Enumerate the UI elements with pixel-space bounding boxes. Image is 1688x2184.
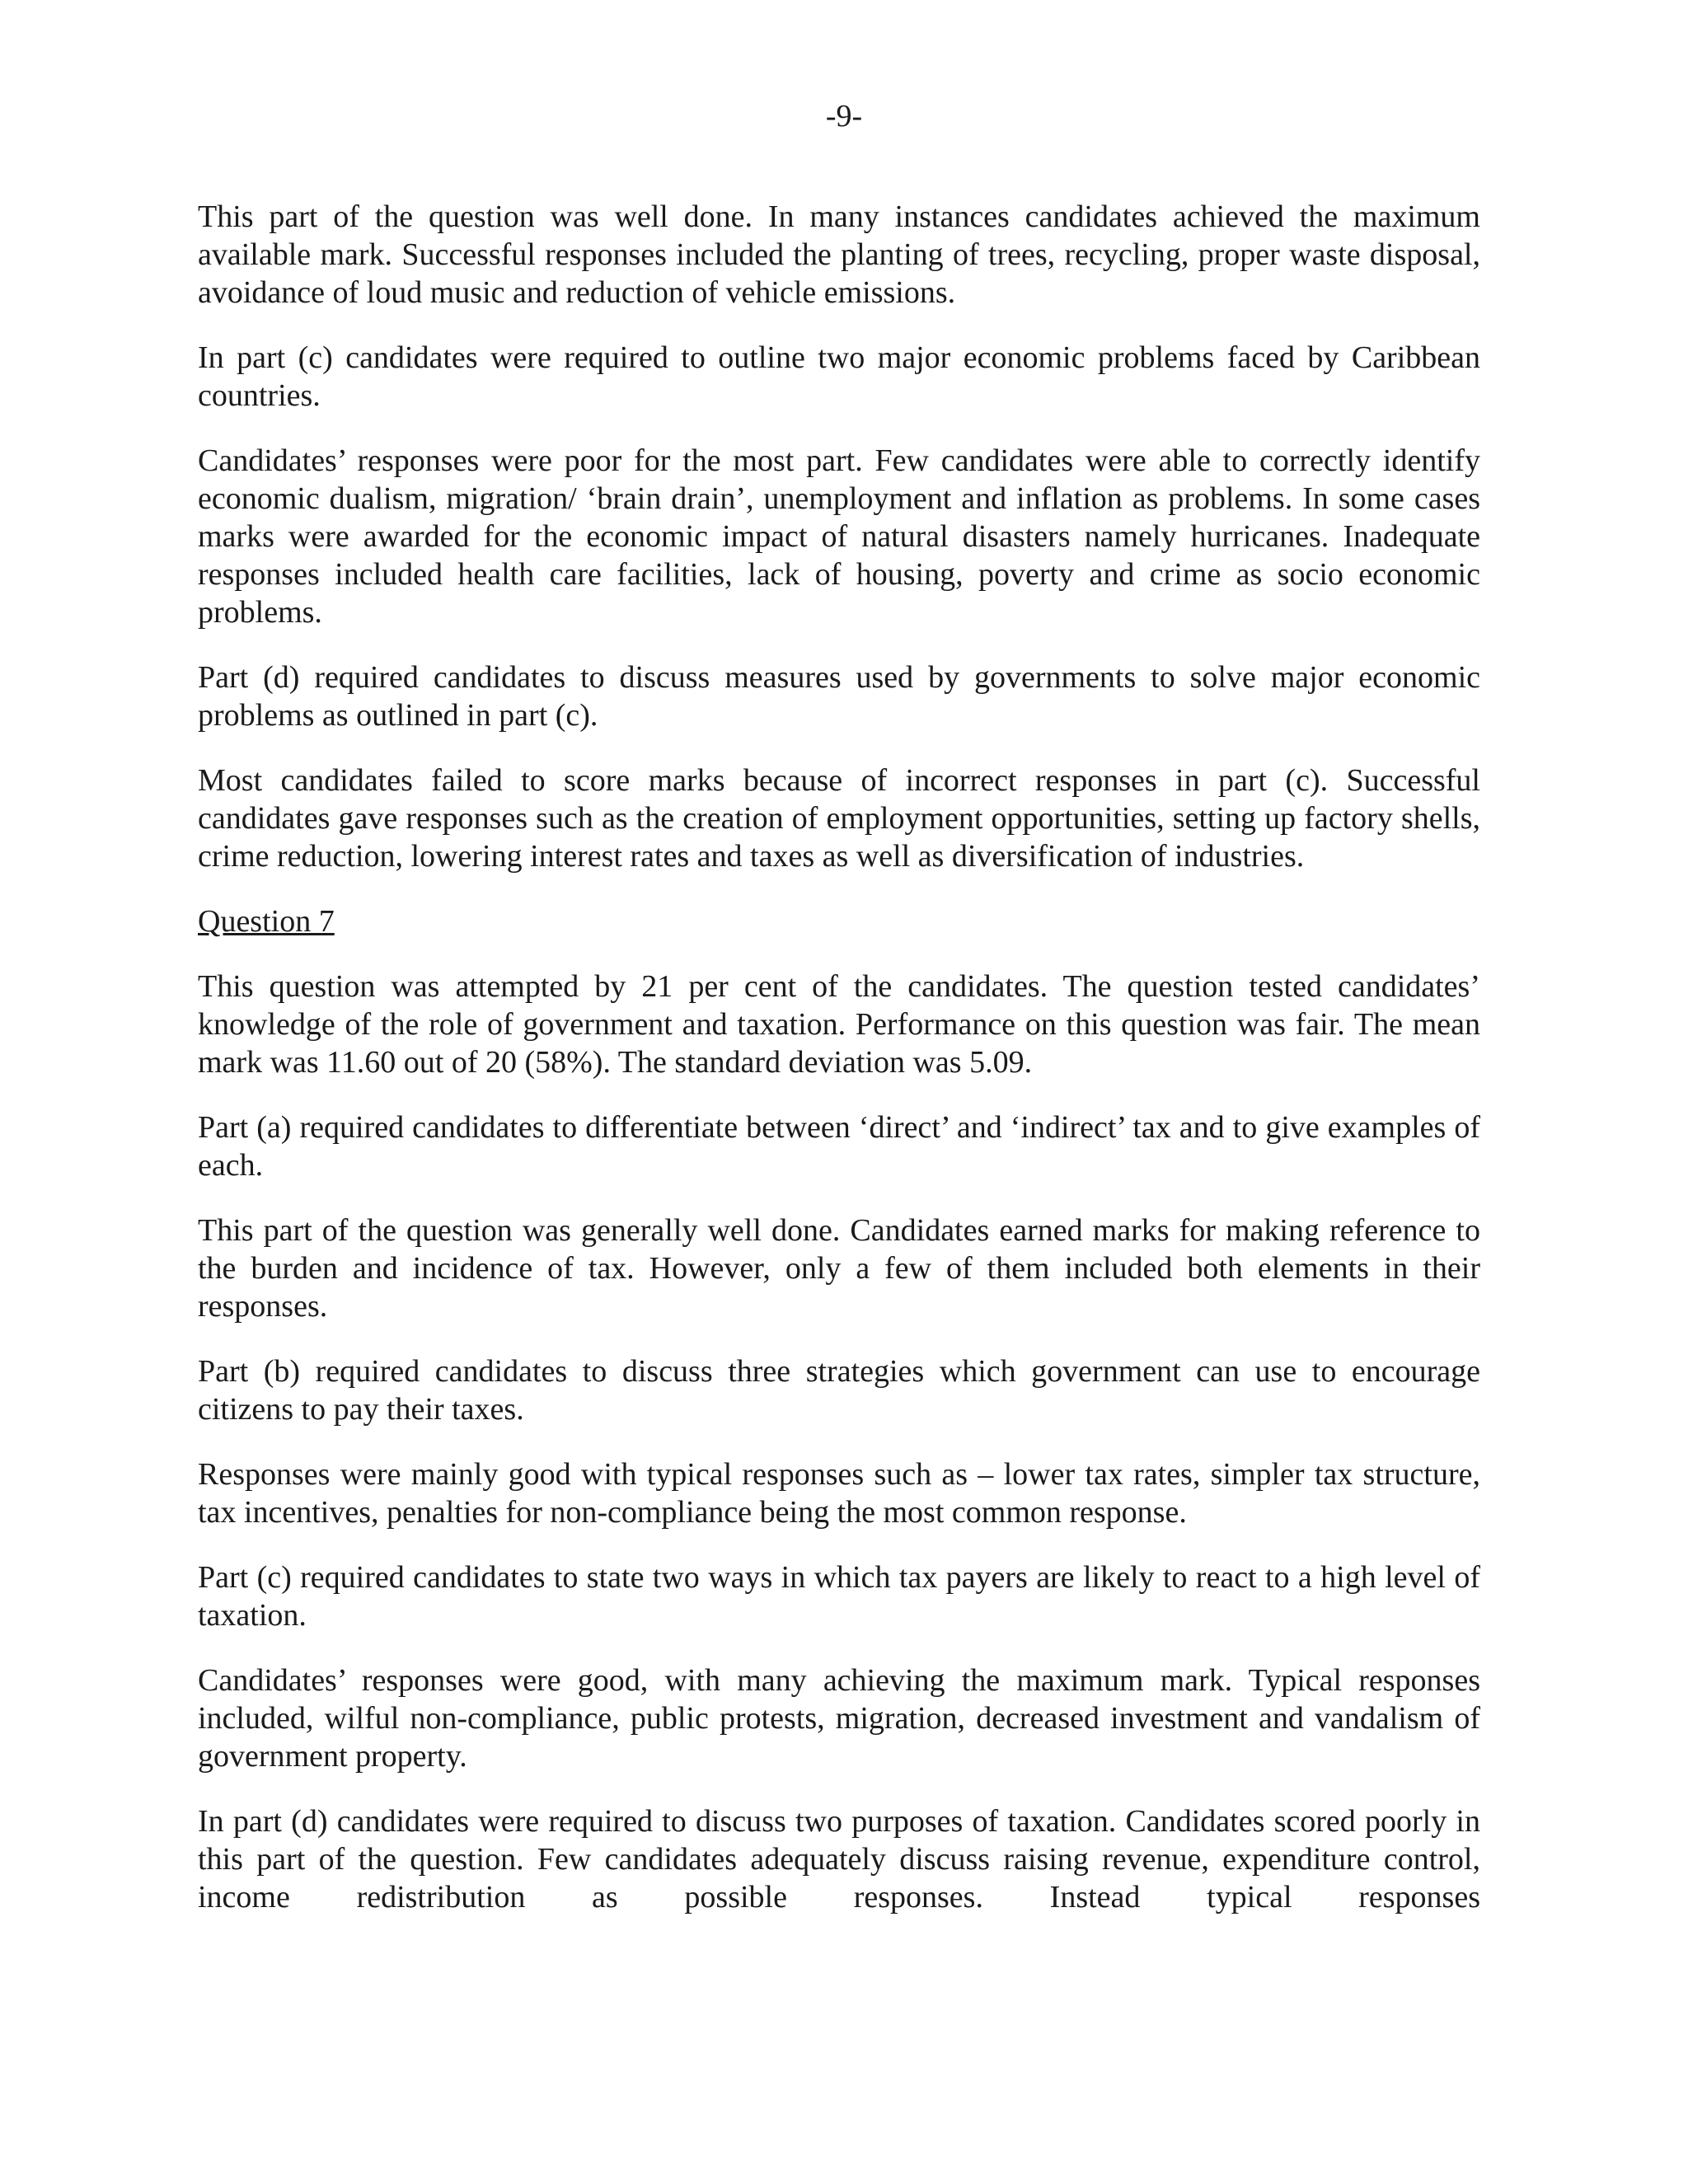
paragraph: Part (d) required candidates to discuss measures used by governments to solve major economic problems as outlined in part (c). bbox=[198, 660, 1480, 733]
paragraph: Candidates’ responses were poor for the most part. Few candidates were able to correctly identify economic dualism, migration/ ‘brain drain’, unemployment and inflation as problems. In some cases marks were awarded for the economic impact of natural disasters namely hurricanes. Inadequate responses included health care facilities, lack of housing, poverty and crime as socio economic problems. bbox=[198, 443, 1480, 630]
paragraph: This question was attempted by 21 per cent of the candidates. The question tested candidates’ knowledge of the role of government and taxation. Performance on this question was fair. The mean mark was 11.60 out of 20 (58%). The standard deviation was 5.09. bbox=[198, 969, 1480, 1080]
paragraph: In part (d) candidates were required to discuss two purposes of taxation. Candidates scored poorly in this part of the question. Few candidates adequately discuss raising revenue, expenditure control, income redistribution as possible responses. Instead typical responses bbox=[198, 1804, 1480, 1915]
paragraph: Most candidates failed to score marks because of incorrect responses in part (c). Successful candidates gave responses such as the creation of employment opportunities, setting up factory shells, crime reduction, lowering interest rates and taxes as well as diversification of industries. bbox=[198, 763, 1480, 874]
paragraph: This part of the question was generally well done. Candidates earned marks for making reference to the burden and incidence of tax. However, only a few of them included both elements in their responses. bbox=[198, 1213, 1480, 1324]
paragraph: In part (c) candidates were required to outline two major economic problems faced by Caribbean countries. bbox=[198, 340, 1480, 413]
paragraph: Responses were mainly good with typical responses such as – lower tax rates, simpler tax structure, tax incentives, penalties for non-compliance being the most common response. bbox=[198, 1457, 1480, 1530]
paragraph: This part of the question was well done. In many instances candidates achieved the maximum available mark. Successful responses included the planting of trees, recycling, proper waste disposal, avoidance of loud music and reduction of vehicle emissions. bbox=[198, 199, 1480, 310]
page-number: -9- bbox=[825, 99, 863, 134]
paragraph: Part (a) required candidates to differentiate between ‘direct’ and ‘indirect’ tax and to give examples of each. bbox=[198, 1110, 1480, 1183]
paragraph: Candidates’ responses were good, with many achieving the maximum mark. Typical responses included, wilful non-compliance, public protests, migration, decreased investment and vandalism of government property. bbox=[198, 1663, 1480, 1774]
report-body bbox=[198, 198, 1480, 1916]
paragraph: Part (b) required candidates to discuss three strategies which government can use to encourage citizens to pay their taxes. bbox=[198, 1354, 1480, 1427]
question-heading: Question 7 bbox=[198, 904, 335, 939]
paragraph: Part (c) required candidates to state two ways in which tax payers are likely to react to a high level of taxation. bbox=[198, 1560, 1480, 1633]
